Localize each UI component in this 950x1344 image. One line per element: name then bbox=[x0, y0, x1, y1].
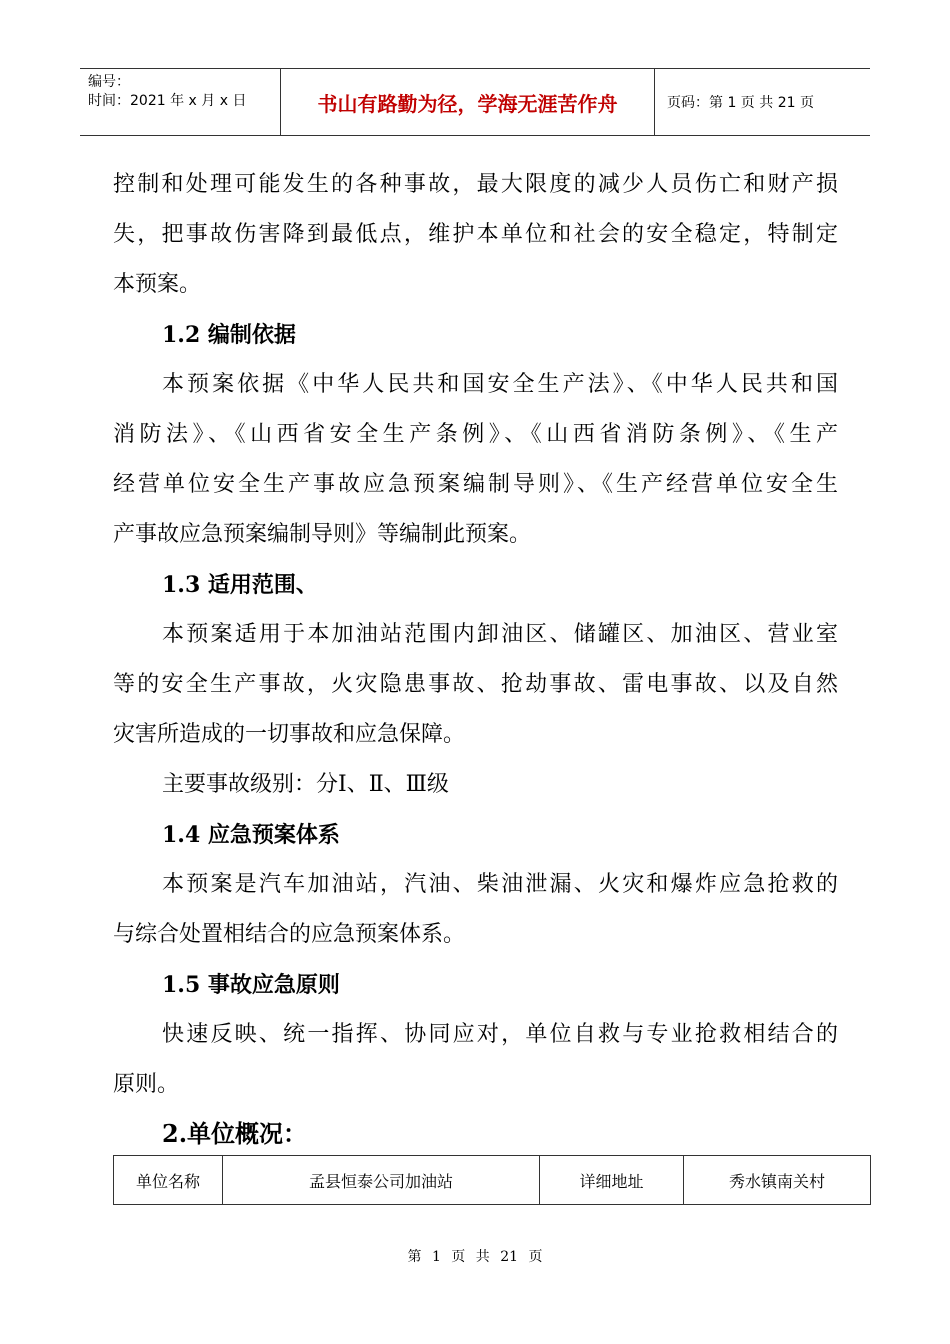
table-cell: 孟县恒泰公司加油站 bbox=[223, 1156, 540, 1204]
time-label: 时间：2021 年 x 月 x 日 bbox=[88, 93, 247, 109]
header-meta bbox=[80, 69, 281, 135]
table-cell: 秀水镇南关村 bbox=[728, 1171, 825, 1191]
section-heading: 1.4 应急预案体系 bbox=[162, 822, 340, 848]
paragraph-line: 本预案。 bbox=[113, 272, 202, 297]
paragraph-line: 灾害所造成的一切事故和应急保障。 bbox=[113, 722, 466, 747]
paragraph-line: 与综合处置相结合的应急预案体系。 bbox=[113, 922, 466, 947]
paragraph-line: 经营单位安全生产事故应急预案编制导则》、《生产经营单位安全生 bbox=[113, 472, 838, 497]
unit-overview-table bbox=[113, 1155, 871, 1205]
paragraph-line: 本预案依据《中华人民共和国安全生产法》、《中华人民共和国 bbox=[162, 372, 838, 397]
section-heading: 1.2 编制依据 bbox=[162, 322, 296, 348]
header-page-info: 页码：第 1 页 共 21 页 bbox=[667, 95, 814, 111]
paragraph-line: 等的安全生产事故，火灾隐患事故、抢劫事故、雷电事故、以及自然 bbox=[113, 672, 838, 697]
table-cell: 详细地址 bbox=[540, 1156, 684, 1204]
page-header bbox=[80, 68, 870, 136]
paragraph-line: 本预案是汽车加油站，汽油、柴油泄漏、火灾和爆炸应急抢救的 bbox=[162, 872, 838, 897]
paragraph-line: 本预案适用于本加油站范围内卸油区、储罐区、加油区、营业室 bbox=[162, 622, 838, 647]
paragraph-line: 原则。 bbox=[113, 1072, 180, 1097]
header-motto: 书山有路勤为径，学海无涯苦作舟 bbox=[281, 69, 655, 135]
paragraph-line: 快速反映、统一指挥、协同应对，单位自救与专业抢救相结合的 bbox=[162, 1022, 838, 1047]
paragraph-line: 产事故应急预案编制导则》等编制此预案。 bbox=[113, 522, 532, 547]
section-heading: 2.单位概况： bbox=[162, 1119, 308, 1148]
paragraph-line: 控制和处理可能发生的各种事故，最大限度的减少人员伤亡和财产损 bbox=[113, 172, 838, 197]
table-cell: 单位名称 bbox=[114, 1156, 223, 1204]
paragraph-line: 失，把事故伤害降到最低点，维护本单位和社会的安全稳定，特制定 bbox=[113, 222, 838, 247]
paragraph-line: 消防法》、《山西省安全生产条例》、《山西省消防条例》、《生产 bbox=[113, 422, 838, 447]
section-heading: 1.5 事故应急原则 bbox=[162, 972, 340, 998]
section-heading: 1.3 适用范围、 bbox=[162, 572, 318, 598]
paragraph-line: 主要事故级别：分Ⅰ、Ⅱ、Ⅲ级 bbox=[162, 772, 449, 797]
number-label: 编号： bbox=[88, 74, 130, 90]
page-footer: 第 1 页 共 21 页 bbox=[407, 1249, 543, 1265]
